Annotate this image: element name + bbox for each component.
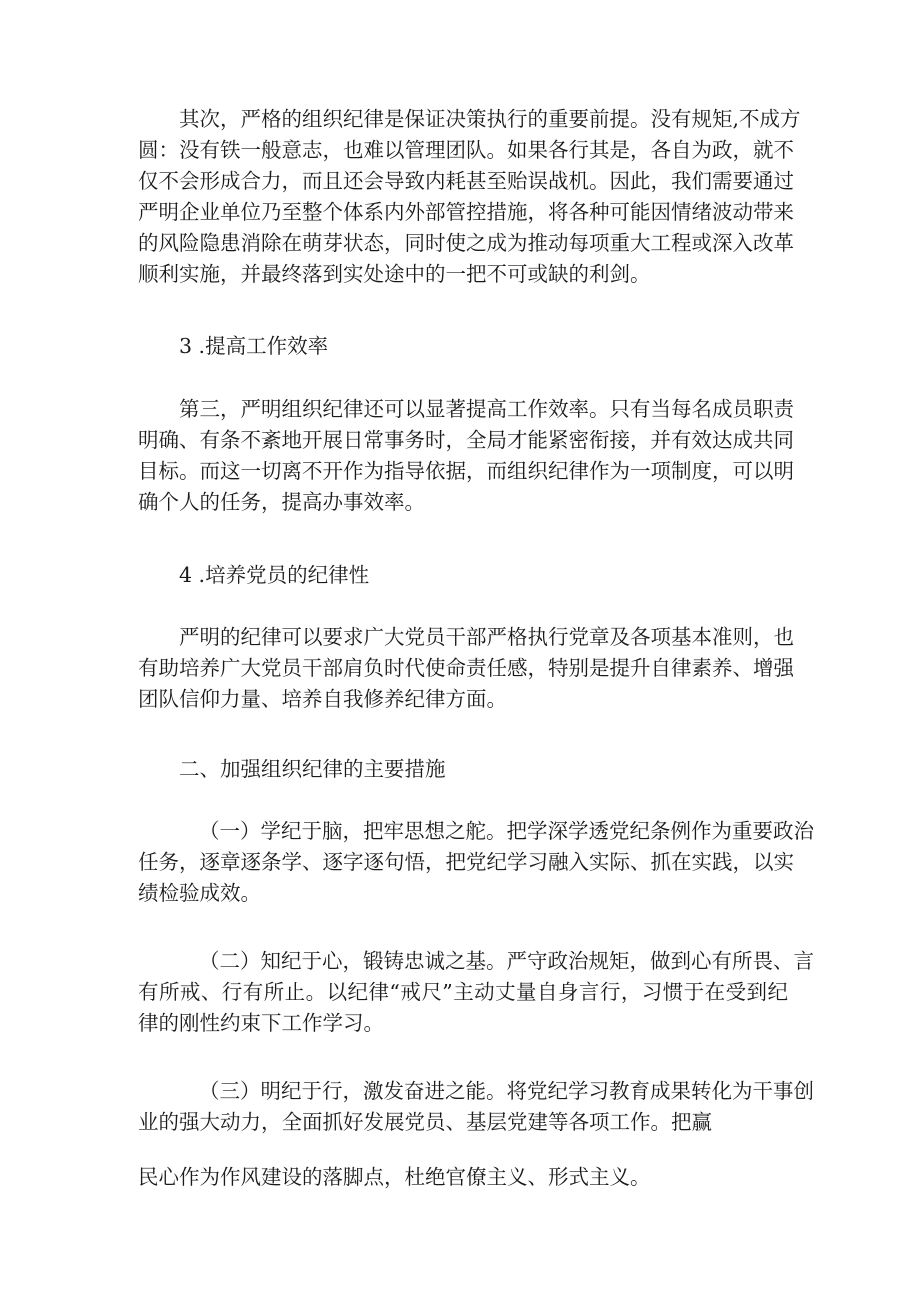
text-line: 其次，严格的组织纪律是保证决策执行的重要前提。没有规矩,不成方 — [179, 107, 801, 131]
text-line: （三）明纪于行，激发奋进之能。将党纪学习教育成果转化为干事创 — [199, 1079, 814, 1103]
text-line: 明确、有条不紊地开展日常事务时，全局才能紧密衔接，并有效达成共同 — [138, 428, 794, 452]
heading-party-discipline: 4 .培养党员的纪律性 — [179, 563, 370, 587]
text-line: 目标。而这一切离不开作为指导依据，而组织纪律作为一项制度，可以明 — [138, 459, 794, 483]
paragraph-discipline-decision — [138, 104, 801, 290]
text-line: 绩检验成效。 — [138, 881, 261, 905]
text-line: 业的强大动力，全面抓好发展党员、基层党建等各项工作。把赢 — [138, 1110, 712, 1134]
text-line: 圆：没有铁一般意志，也难以管理团队。如果各行其是，各自为政，就不 — [138, 138, 794, 162]
text-line: 严明的纪律可以要求广大党员干部严格执行党章及各项基本准则，也 — [179, 625, 794, 649]
heading-main-measures: 二、加强组织纪律的主要措施 — [179, 757, 446, 781]
text-line: 确个人的任务，提高办事效率。 — [138, 490, 425, 514]
text-line: 的风险隐患消除在萌芽状态，同时使之成为推动每项重大工程或深入改革 — [138, 231, 794, 255]
paragraph-measure-three-tail — [138, 1162, 788, 1193]
text-line: 严明企业单位乃至整个体系内外部管控措施，将各种可能因情绪波动带来 — [138, 200, 794, 224]
paragraph-measure-two — [138, 946, 814, 1039]
paragraph-measure-one — [138, 816, 814, 909]
text-line: 仅不会形成合力，而且还会导致内耗甚至贻误战机。因此，我们需要通过 — [138, 169, 794, 193]
paragraph-efficiency — [138, 394, 794, 518]
text-line: 民心作为作风建设的落脚点，杜绝官僚主义、形式主义。 — [138, 1165, 651, 1189]
text-line: （二）知纪于心，锻铸忠诚之基。严守政治规矩，做到心有所畏、言 — [199, 949, 814, 973]
text-line: 律的刚性约束下工作学习。 — [138, 1011, 384, 1035]
text-line: 有助培养广大党员干部肩负时代使命责任感，特别是提升自律素养、增强 — [138, 656, 794, 680]
heading-improve-efficiency: 3 .提高工作效率 — [179, 334, 329, 358]
text-line: （一）学纪于脑，把牢思想之舵。把学深学透党纪条例作为重要政治 — [199, 819, 814, 843]
paragraph-party-discipline — [138, 622, 794, 715]
text-line: 任务，逐章逐条学、逐字逐句悟，把党纪学习融入实际、抓在实践，以实 — [138, 850, 794, 874]
paragraph-measure-three — [138, 1076, 814, 1138]
text-line: 有所戒、行有所止。以纪律“戒尺”主动丈量自身言行，习惯于在受到纪 — [138, 980, 788, 1004]
text-line: 顺利实施，并最终落到实处途中的一把不可或缺的利剑。 — [138, 262, 651, 286]
text-line: 第三，严明组织纪律还可以显著提高工作效率。只有当每名成员职责 — [179, 397, 794, 421]
text-line: 团队信仰力量、培养自我修养纪律方面。 — [138, 687, 507, 711]
